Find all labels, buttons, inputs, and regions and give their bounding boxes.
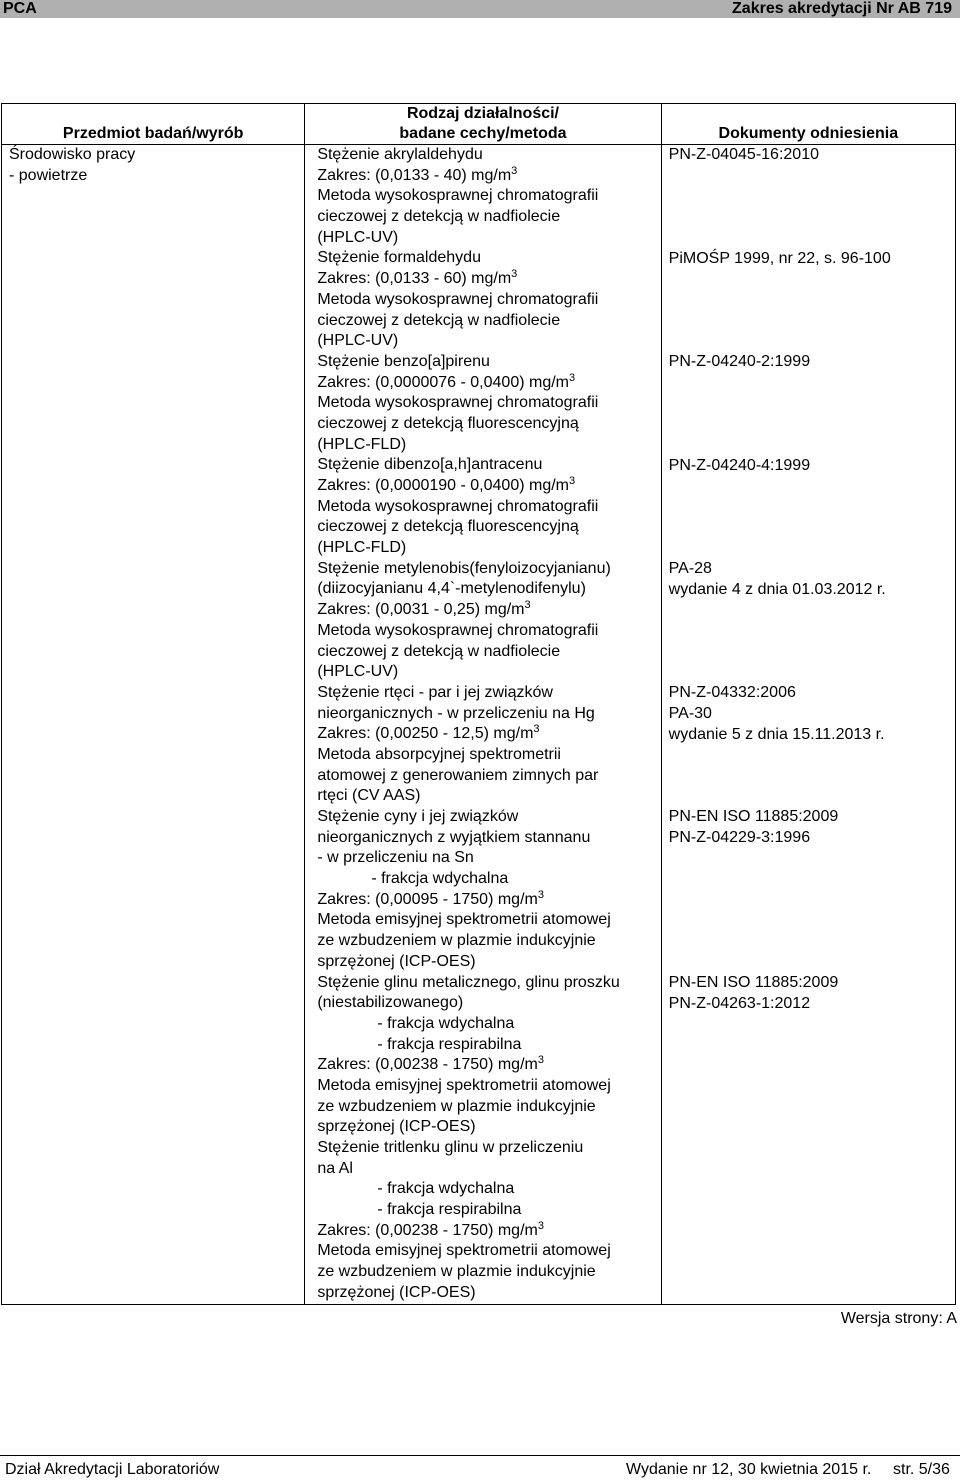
- footer-divider: [0, 1455, 960, 1456]
- method-line: na Al: [317, 1159, 353, 1177]
- method-line: nieorganicznych z wyjątkiem stannanu: [317, 828, 591, 846]
- reference-line: PN-Z-04240-4:1999: [668, 456, 811, 474]
- method-entry: [317, 807, 660, 973]
- footer-page-number: str. 5/36: [893, 1461, 950, 1478]
- subject-line: Środowisko pracy: [9, 146, 136, 163]
- method-line: ze wzbudzeniem w plazmie indukcyjnie: [317, 1097, 596, 1115]
- method-line: - frakcja respirabilna: [377, 1035, 522, 1053]
- method-line: sprzężonej (ICP-OES): [317, 952, 476, 970]
- method-line: Zakres: (0,00238 - 1750) $mg/m^3$: [317, 1219, 544, 1239]
- footer-edition: Wydanie nr 12, 30 kwietnia 2015 r.: [626, 1461, 872, 1478]
- unit-superscript: 3: [537, 888, 544, 901]
- method-line: Metoda wysokosprawnej chromatografii: [317, 621, 599, 639]
- page-version: Wersja strony: A: [840, 1310, 957, 1327]
- references-cell: [661, 145, 955, 1305]
- unit-superscript: 3: [533, 723, 540, 736]
- method-line: (HPLC-UV): [317, 332, 399, 350]
- method-line: Metoda emisyjnej spektrometrii atomowej: [317, 1076, 611, 1094]
- method-line: - frakcja wdychalna: [371, 870, 509, 888]
- header-documents: Dokumenty odniesienia: [661, 104, 955, 145]
- method-line: Zakres: (0,00238 - 1750) $mg/m^3$: [317, 1054, 544, 1074]
- method-line: Zakres: (0,0000190 - 0,0400) $mg/m^3$: [317, 475, 576, 494]
- reference-line: wydanie 5 z dnia 15.11.2013 r.: [668, 725, 885, 743]
- reference-entry: [669, 249, 955, 353]
- reference-line: PN-Z-04229-3:1996: [668, 829, 811, 847]
- reference-entry: [669, 559, 955, 683]
- reference-entry: [669, 683, 955, 807]
- reference-line: wydanie 4 z dnia 01.03.2012 r.: [668, 580, 886, 598]
- unit-superscript: 3: [569, 371, 576, 384]
- method-entry: [317, 248, 660, 351]
- method-line: (HPLC-UV): [317, 228, 399, 246]
- method-line: cieczowej z detekcją w nadfiolecie: [317, 311, 561, 329]
- method-line: Stężenie tritlenku glinu w przeliczeniu: [317, 1139, 584, 1156]
- method-line: - frakcja wdychalna: [377, 1014, 515, 1032]
- method-line: Stężenie rtęci - par i jej związków: [317, 683, 553, 701]
- method-line: rtęci (CV AAS): [317, 787, 421, 805]
- method-entry: [317, 352, 660, 455]
- method-line: Stężenie formaldehydu: [317, 249, 481, 267]
- reference-line: PN-Z-04263-1:2012: [668, 994, 811, 1012]
- reference-line: PN-EN ISO 11885:2009: [668, 808, 839, 826]
- table-header-row: [2, 104, 956, 145]
- method-entry: [317, 1138, 660, 1304]
- method-line: (HPLC-FLD): [317, 539, 407, 557]
- method-entry: [317, 559, 660, 683]
- unit-superscript: 3: [569, 475, 576, 487]
- method-line: - frakcja wdychalna: [377, 1180, 515, 1198]
- method-line: Zakres: (0,0000076 - 0,0400) $mg/m^3$: [317, 371, 576, 391]
- method-line: Stężenie benzo[a]pirenu: [317, 352, 490, 370]
- table-body-row: [2, 145, 956, 1305]
- method-entry: [317, 145, 660, 248]
- methods-cell: [305, 145, 661, 1305]
- reference-entry: [669, 973, 955, 1139]
- method-line: Metoda wysokosprawnej chromatografii: [317, 290, 599, 308]
- method-line: Stężenie akrylaldehydu: [317, 146, 483, 163]
- subject-line: - powietrze: [9, 166, 88, 184]
- method-line: Zakres: (0,0031 - 0,25) $mg/m^3$: [317, 599, 531, 619]
- header-activity-line2: badane cechy/metoda: [399, 125, 567, 142]
- top-header-bar: [0, 0, 960, 18]
- accreditation-table: [1, 103, 956, 1305]
- unit-superscript: 3: [537, 1054, 544, 1067]
- method-line: ze wzbudzeniem w plazmie indukcyjnie: [317, 932, 596, 950]
- method-line: (HPLC-UV): [317, 663, 399, 681]
- method-line: cieczowej z detekcją w nadfiolecie: [317, 642, 561, 660]
- reference-line: PA-28: [668, 560, 712, 577]
- method-line: cieczowej z detekcją fluorescencyjną: [317, 518, 579, 536]
- method-line: Zakres: (0,0133 - 40) $mg/m^3$: [317, 164, 518, 184]
- footer-department: Dział Akredytacji Laboratoriów: [5, 1461, 220, 1478]
- method-line: (HPLC-FLD): [317, 435, 407, 453]
- unit-superscript: 3: [537, 1219, 544, 1232]
- method-line: nieorganicznych - w przeliczeniu na Hg: [317, 704, 595, 722]
- header-activity: [305, 104, 661, 145]
- method-line: Zakres: (0,00250 - 12,5) $mg/m^3$: [317, 723, 540, 743]
- reference-line: PN-Z-04240-2:1999: [668, 353, 811, 370]
- method-line: Metoda wysokosprawnej chromatografii: [317, 497, 599, 515]
- header-org: PCA: [3, 0, 37, 17]
- method-entry: [317, 455, 660, 558]
- unit-superscript: 3: [511, 268, 518, 281]
- method-line: Metoda absorpcyjnej spektrometrii: [317, 745, 561, 763]
- method-line: sprzężonej (ICP-OES): [317, 1118, 476, 1136]
- method-line: Metoda wysokosprawnej chromatografii: [317, 187, 599, 205]
- method-line: atomowej z generowaniem zimnych par: [317, 766, 599, 784]
- method-line: cieczowej z detekcją fluorescencyjną: [317, 414, 579, 432]
- reference-line: PN-Z-04332:2006: [668, 684, 796, 702]
- method-line: Zakres: (0,00095 - 1750) $mg/m^3$: [317, 888, 544, 908]
- reference-line: PN-EN ISO 11885:2009: [668, 973, 839, 991]
- method-line: Zakres: (0,0133 - 60) $mg/m^3$: [317, 268, 518, 288]
- reference-entry: [669, 1139, 955, 1305]
- reference-line: PA-30: [668, 704, 712, 722]
- method-line: - frakcja respirabilna: [377, 1201, 522, 1219]
- method-line: Metoda emisyjnej spektrometrii atomowej: [317, 1242, 611, 1260]
- reference-entry: [669, 807, 955, 973]
- unit-superscript: 3: [511, 164, 518, 177]
- header-title: Zakres akredytacji Nr AB 719: [732, 0, 952, 17]
- method-line: (diizocyjanianu 4,4`-metylenodifenylu): [317, 580, 586, 598]
- method-line: Stężenie metylenobis(fenyloizocyjanianu): [317, 559, 611, 577]
- method-line: Stężenie dibenzo[a,h]antracenu: [317, 456, 543, 474]
- method-entry: [317, 683, 660, 807]
- reference-line: PiMOŚP 1999, nr 22, s. 96-100: [668, 249, 891, 267]
- method-line: Stężenie glinu metalicznego, glinu proszku: [317, 973, 620, 991]
- method-line: ze wzbudzeniem w plazmie indukcyjnie: [317, 1263, 596, 1281]
- method-line: sprzężonej (ICP-OES): [317, 1283, 476, 1301]
- method-line: - w przeliczeniu na Sn: [317, 849, 474, 867]
- method-line: (niestabilizowanego): [317, 994, 464, 1012]
- reference-entry: [669, 456, 955, 560]
- method-entry: [317, 973, 660, 1139]
- method-line: Stężenie cyny i jej związków: [317, 808, 519, 825]
- header-subject: Przedmiot badań/wyrób: [2, 104, 305, 145]
- method-line: cieczowej z detekcją w nadfiolecie: [317, 208, 561, 226]
- page-footer: [0, 1459, 960, 1481]
- method-line: Metoda emisyjnej spektrometrii atomowej: [317, 911, 611, 929]
- reference-entry: [669, 352, 955, 456]
- method-line: Metoda wysokosprawnej chromatografii: [317, 394, 599, 412]
- header-activity-line1: Rodzaj działalności/: [406, 105, 559, 122]
- unit-superscript: 3: [524, 599, 531, 612]
- reference-line: PN-Z-04045-16:2010: [668, 146, 819, 163]
- subject-cell: [2, 145, 305, 1305]
- reference-entry: [669, 145, 955, 249]
